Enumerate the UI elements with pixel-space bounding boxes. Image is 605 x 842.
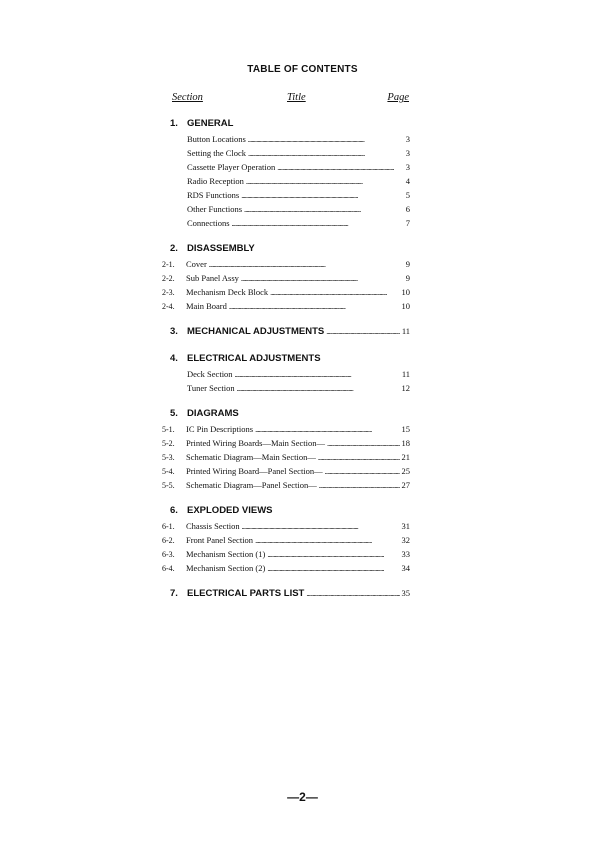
dot-leader — [235, 370, 400, 379]
dot-leader — [326, 327, 400, 336]
entry-title: RDS Functions — [187, 190, 240, 200]
toc-section-heading[interactable] — [170, 408, 410, 424]
section-title: ELECTRICAL PARTS LIST — [187, 588, 305, 599]
entry-number: 6-1. — [162, 522, 175, 531]
entry-title: Printed Wiring Boards—Main Section— — [186, 438, 326, 448]
section-title: DISASSEMBLY — [187, 243, 255, 254]
toc-entry[interactable] — [162, 521, 410, 535]
entry-title: IC Pin Descriptions — [186, 424, 254, 434]
toc-entry[interactable] — [170, 162, 410, 176]
toc-entry[interactable] — [170, 148, 410, 162]
entry-number: 5-1. — [162, 425, 175, 434]
entry-title: Front Panel Section — [186, 535, 254, 545]
entry-page-number: 25 — [401, 466, 410, 476]
toc-entry[interactable] — [162, 259, 410, 273]
toc-entry[interactable] — [162, 287, 410, 301]
toc-section — [162, 505, 410, 577]
entry-page-number: 7 — [405, 218, 410, 228]
dot-leader — [327, 439, 399, 448]
toc-section-heading[interactable] — [170, 353, 410, 369]
section-number: 4. — [170, 353, 178, 364]
entry-page-number: 6 — [405, 204, 410, 214]
dot-leader — [246, 177, 404, 186]
toc-section-heading[interactable] — [170, 326, 410, 342]
entry-title: Cassette Player Operation — [187, 162, 276, 172]
toc-entry[interactable] — [170, 134, 410, 148]
entry-page-number: 3 — [405, 134, 410, 144]
toc-entry[interactable] — [170, 204, 410, 218]
toc-entry[interactable] — [162, 301, 410, 315]
toc-entry[interactable] — [170, 218, 410, 232]
toc-entry[interactable] — [170, 190, 410, 204]
toc-section — [170, 118, 410, 232]
toc-section — [170, 588, 410, 604]
entry-page-number: 4 — [405, 176, 410, 186]
entry-title: Mechanism Section (1) — [186, 549, 266, 559]
section-page-number: 35 — [401, 588, 410, 598]
entry-page-number: 11 — [401, 369, 410, 379]
dot-leader — [248, 149, 404, 158]
toc-entry[interactable] — [162, 549, 410, 563]
dot-leader — [277, 163, 403, 172]
section-title: DIAGRAMS — [187, 408, 239, 419]
dot-leader — [270, 288, 399, 297]
toc-entry[interactable] — [170, 176, 410, 190]
dot-leader — [232, 219, 404, 228]
dot-leader — [209, 260, 404, 269]
entry-title: Button Locations — [187, 134, 246, 144]
entry-page-number: 32 — [401, 535, 410, 545]
dot-leader — [248, 135, 404, 144]
entry-number: 5-3. — [162, 453, 175, 462]
entry-title: Chassis Section — [186, 521, 240, 531]
entry-number: 2-3. — [162, 288, 175, 297]
dot-leader — [325, 467, 400, 476]
dot-leader — [267, 550, 399, 559]
dot-leader — [241, 191, 404, 200]
toc-entry[interactable] — [162, 424, 410, 438]
toc-section — [170, 353, 410, 397]
page-column-header: Page — [387, 92, 409, 103]
section-number: 1. — [170, 118, 178, 129]
toc-section — [162, 408, 410, 494]
entry-number: 2-4. — [162, 302, 175, 311]
entry-page-number: 21 — [401, 452, 410, 462]
entry-number: 2-2. — [162, 274, 175, 283]
toc-entry[interactable] — [162, 438, 410, 452]
entry-title: Deck Section — [187, 369, 233, 379]
toc-entry[interactable] — [162, 273, 410, 287]
section-number: 3. — [170, 326, 178, 337]
entry-title: Schematic Diagram—Main Section— — [186, 452, 316, 462]
dot-leader — [319, 481, 400, 490]
entry-title: Setting the Clock — [187, 148, 247, 158]
entry-title: Printed Wiring Board—Panel Section— — [186, 466, 323, 476]
entry-page-number: 3 — [405, 162, 410, 172]
dot-leader — [267, 564, 399, 573]
dot-leader — [229, 302, 400, 311]
entry-title: Mechanism Deck Block — [186, 287, 269, 297]
entry-page-number: 12 — [401, 383, 410, 393]
entry-number: 6-3. — [162, 550, 175, 559]
section-number: 6. — [170, 505, 178, 516]
entry-page-number: 18 — [401, 438, 410, 448]
section-number: 2. — [170, 243, 178, 254]
section-title: ELECTRICAL ADJUSTMENTS — [187, 353, 321, 364]
section-number: 7. — [170, 588, 178, 599]
toc-section-heading[interactable] — [170, 588, 410, 604]
entry-page-number: 3 — [405, 148, 410, 158]
entry-title: Cover — [186, 259, 207, 269]
section-title: MECHANICAL ADJUSTMENTS — [187, 326, 325, 337]
entry-number: 6-4. — [162, 564, 175, 573]
toc-entry[interactable] — [170, 383, 410, 397]
entry-page-number: 27 — [401, 480, 410, 490]
entry-title: Schematic Diagram—Panel Section— — [186, 480, 317, 490]
page-number: —2— — [287, 790, 318, 804]
entry-page-number: 33 — [401, 549, 410, 559]
section-column-header: Section — [172, 92, 203, 103]
entry-title: Tuner Section — [187, 383, 235, 393]
entry-page-number: 15 — [401, 424, 410, 434]
entry-title: Other Functions — [187, 204, 243, 214]
entry-title: Mechanism Section (2) — [186, 563, 266, 573]
toc-section-heading[interactable] — [170, 243, 410, 259]
toc-entry[interactable] — [170, 369, 410, 383]
entry-page-number: 31 — [401, 521, 410, 531]
entry-number: 2-1. — [162, 260, 175, 269]
dot-leader — [242, 522, 400, 531]
dot-leader — [237, 384, 400, 393]
toc-entry[interactable] — [162, 452, 410, 466]
dot-leader — [255, 425, 399, 434]
toc-section-heading[interactable] — [170, 505, 410, 521]
entry-page-number: 9 — [405, 259, 410, 269]
dot-leader — [241, 274, 404, 283]
section-page-number: 11 — [401, 326, 410, 336]
section-number: 5. — [170, 408, 178, 419]
dot-leader — [244, 205, 404, 214]
entry-page-number: 5 — [405, 190, 410, 200]
entry-page-number: 10 — [401, 301, 410, 311]
toc-entry[interactable] — [162, 466, 410, 480]
section-title: EXPLODED VIEWS — [187, 505, 273, 516]
toc-section-heading[interactable] — [170, 118, 410, 134]
entry-number: 5-4. — [162, 467, 175, 476]
entry-number: 6-2. — [162, 536, 175, 545]
toc-entry[interactable] — [162, 480, 410, 494]
section-title: GENERAL — [187, 118, 234, 129]
entry-title: Main Board — [186, 301, 227, 311]
title-column-header: Title — [287, 92, 306, 103]
entry-page-number: 34 — [401, 563, 410, 573]
dot-leader — [306, 589, 399, 598]
dot-leader — [255, 536, 399, 545]
toc-entry[interactable] — [162, 563, 410, 577]
entry-number: 5-5. — [162, 481, 175, 490]
toc-section — [170, 326, 410, 342]
entry-title: Sub Panel Assy — [186, 273, 239, 283]
toc-section — [162, 243, 410, 315]
table-of-contents — [162, 118, 410, 615]
entry-page-number: 9 — [405, 273, 410, 283]
entry-number: 5-2. — [162, 439, 175, 448]
entry-title: Radio Reception — [187, 176, 244, 186]
toc-entry[interactable] — [162, 535, 410, 549]
page-title: TABLE OF CONTENTS — [247, 64, 358, 75]
entry-title: Connections — [187, 218, 230, 228]
entry-page-number: 10 — [401, 287, 410, 297]
dot-leader — [318, 453, 400, 462]
